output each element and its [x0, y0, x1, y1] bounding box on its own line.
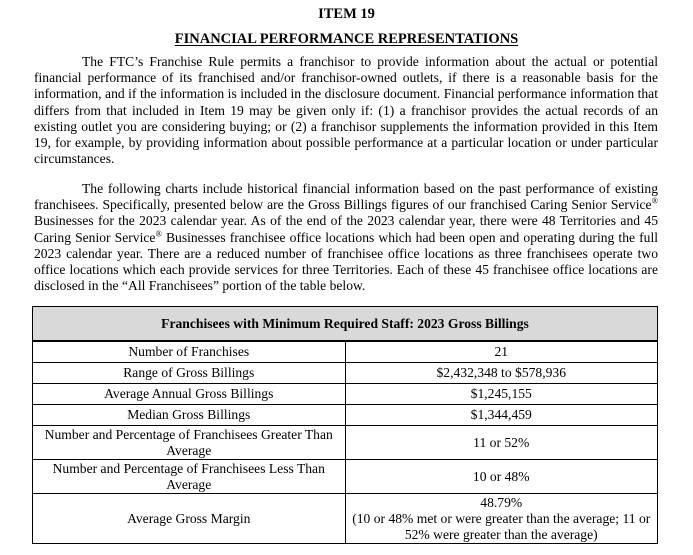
row-label: Number of Franchises: [33, 341, 345, 363]
registered-mark: ®: [651, 195, 658, 206]
row-value: [345, 494, 657, 544]
row-label: Range of Gross Billings: [33, 363, 345, 384]
table-row: [33, 426, 657, 460]
paragraph-ftc-rule: The FTC’s Franchise Rule permits a franchisor to provide information about the actual or potential financial performance of its franchised and/or franchisor-owned outlets, if there is a reasonable basis for the information, and if the information is included in the disclosure document. Financial performance information that differs from that included in Item 19 may be given only if: (1) a franchisor provides the actual records of an existing outlet you are considering buying; or (2) a franchisor supplements the information provided in this Item 19, for example, by providing information about possible performance at a particular location or under particular circumstances.: [34, 54, 658, 167]
table-row: [33, 384, 657, 405]
margin-note: (10 or 48% met or were greater than the average; 11 or 52% were greater than the average): [352, 510, 651, 542]
row-label: Median Gross Billings: [33, 405, 345, 426]
margin-percentage: 48.79%: [480, 494, 523, 510]
gross-billings-table: [32, 306, 658, 544]
section-title: FINANCIAL PERFORMANCE REPRESENTATIONS: [174, 31, 519, 47]
row-value: $2,432,348 to $578,936: [345, 363, 657, 384]
row-label: Number and Percentage of Franchisees Less Than Average: [33, 460, 345, 494]
row-label: Average Annual Gross Billings: [33, 384, 345, 405]
row-value: $1,245,155: [345, 384, 657, 405]
item-heading: ITEM 19: [318, 6, 375, 22]
table-title: Franchisees with Minimum Required Staff: 2023 Gross Billings: [33, 307, 657, 341]
table-row: [33, 460, 657, 494]
paragraph-text-part-2: Businesses for the 2023 calendar year. As of the end of the 2023 calendar year, there were 48 Territories and 45 Caring Senior Service: [34, 213, 658, 245]
table-row: [33, 494, 657, 544]
row-value: $1,344,459: [345, 405, 657, 426]
paragraph-text-part-1: The following charts include historical financial information based on the past performance of existing franchisees. Specifically, presented below are the Gross Billings figures of our franchised Caring Senior Service: [34, 181, 658, 213]
table-row: [33, 405, 657, 426]
row-value: 21: [345, 341, 657, 363]
paragraph-text-part-3: Businesses franchisee office locations which had been open and operating during the full 2023 calendar year. There are a reduced number of franchisee office locations as three franchisees operate two office locations which each provide services for three Territories. Each of these 45 franchisee office locations are disclosed in the “All Franchisees” portion of the table below.: [34, 229, 658, 294]
gross-billings-table-grid: [33, 307, 657, 543]
registered-mark: ®: [155, 228, 162, 239]
row-value: 10 or 48%: [345, 460, 657, 494]
row-label: Number and Percentage of Franchisees Greater Than Average: [33, 426, 345, 460]
table-row: [33, 363, 657, 384]
row-label: Average Gross Margin: [33, 494, 345, 544]
table-header-row: [33, 307, 657, 341]
paragraph-gross-billings: [34, 181, 658, 294]
table-row: [33, 341, 657, 363]
row-value: 11 or 52%: [345, 426, 657, 460]
